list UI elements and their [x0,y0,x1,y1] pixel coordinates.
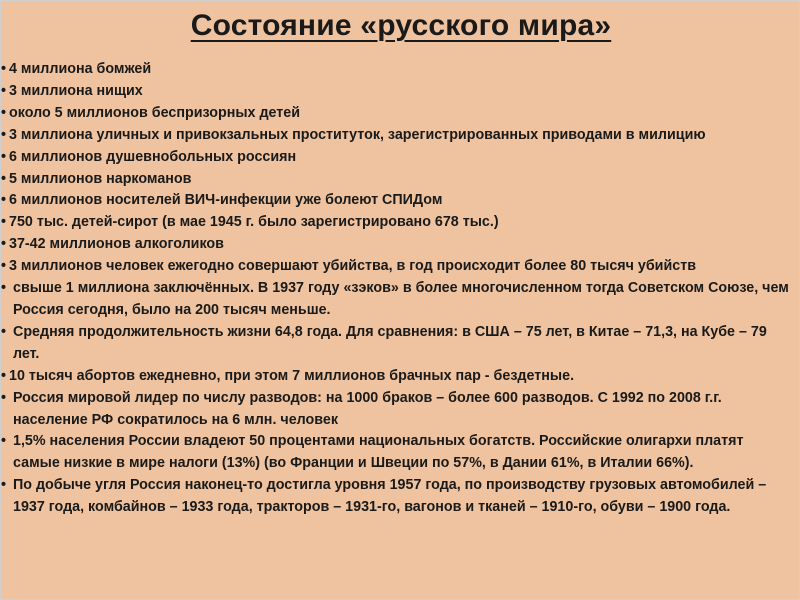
list-item-text: 3 миллиона нищих [9,82,143,99]
bullet-icon: • [1,170,7,187]
bullet-icon: • [1,192,7,209]
list-item-text: около 5 миллионов беспризорных детей [9,104,301,121]
list-item [1,103,793,125]
list-item [1,322,793,366]
list-item-text: 6 миллионов душевнобольных россиян [9,148,297,165]
list-item-text: свыше 1 миллиона заключённых. В 1937 году «зэков» в более многочисленном тогда Советском Союзе, чем Россия сегодня, было на 200 тысяч меньше. [13,280,789,318]
list-item [1,81,793,103]
bullet-icon: • [1,477,7,494]
bullet-icon: • [1,433,7,450]
list-item [1,234,793,256]
list-item [1,212,793,234]
list-item-text: По добыче угля Россия наконец-то достигла уровня 1957 года, по производству грузовых автомобилей – 1937 года, комбайнов – 1933 года, тракторов – 1931-го, вагонов и тканей – 1910-го, обуви – 1900 года. [13,477,767,516]
bullet-icon: • [1,323,7,340]
list-item [1,59,793,81]
list-item [1,366,793,388]
list-item-text: 3 миллиона уличных и привокзальных проституток, зарегистрированных приводами в милицию [9,126,706,143]
list-item [1,190,793,212]
list-item [1,125,793,147]
list-item-text: 6 миллионов носителей ВИЧ-инфекции уже болеют СПИДом [9,192,443,209]
bullet-icon: • [1,126,7,143]
bullet-icon: • [1,258,7,275]
bullet-icon: • [1,61,7,77]
list-item-text: Россия мировой лидер по числу разводов: на 1000 браков – более 600 разводов. С 1992 по 2008 г.г. население РФ сократилось на 6 млн. человек [13,389,722,428]
list-item-text: 10 тысяч абортов ежедневно, при этом 7 миллионов брачных пар - бездетные. [9,367,575,384]
list-item-text: 5 миллионов наркоманов [9,170,192,187]
list-item [1,388,793,432]
list-item-text: 4 миллиона бомжей [9,61,152,77]
bullet-icon: • [1,367,7,384]
list-item [1,147,793,169]
bullet-icon: • [1,389,7,406]
list-item-text: 3 миллионов человек ежегодно совершают убийства, в год происходит более 80 тысяч убийств [9,258,697,275]
bullet-icon: • [1,280,7,297]
bullet-icon: • [1,214,7,231]
bullet-icon: • [1,82,7,99]
list-item [1,169,793,191]
list-item-text: 750 тыс. детей-сирот (в мае 1945 г. было зарегистрировано 678 тыс.) [9,214,499,231]
list-item-text: Средняя продолжительность жизни 64,8 года. Для сравнения: в США – 75 лет, в Китае – 71,3, на Кубе – 79 лет. [13,323,767,362]
list-item-text: 1,5% населения России владеют 50 процентами национальных богатств. Российские олигархи платят самые низкие в мире налоги (13%) (во Франции и Швеции по 57%, в Дании 61%, в Италии 66%). [13,433,744,472]
bullet-icon: • [1,104,7,121]
list-item [1,431,793,475]
list-item [1,475,793,519]
bullet-icon: • [1,236,7,253]
list-item-text: 37-42 миллионов алкоголиков [9,236,224,253]
bullet-list [1,59,793,519]
page-title: Состояние «русского мира» [190,9,612,42]
list-item [1,278,793,322]
list-item [1,256,793,278]
bullet-icon: • [1,148,7,165]
